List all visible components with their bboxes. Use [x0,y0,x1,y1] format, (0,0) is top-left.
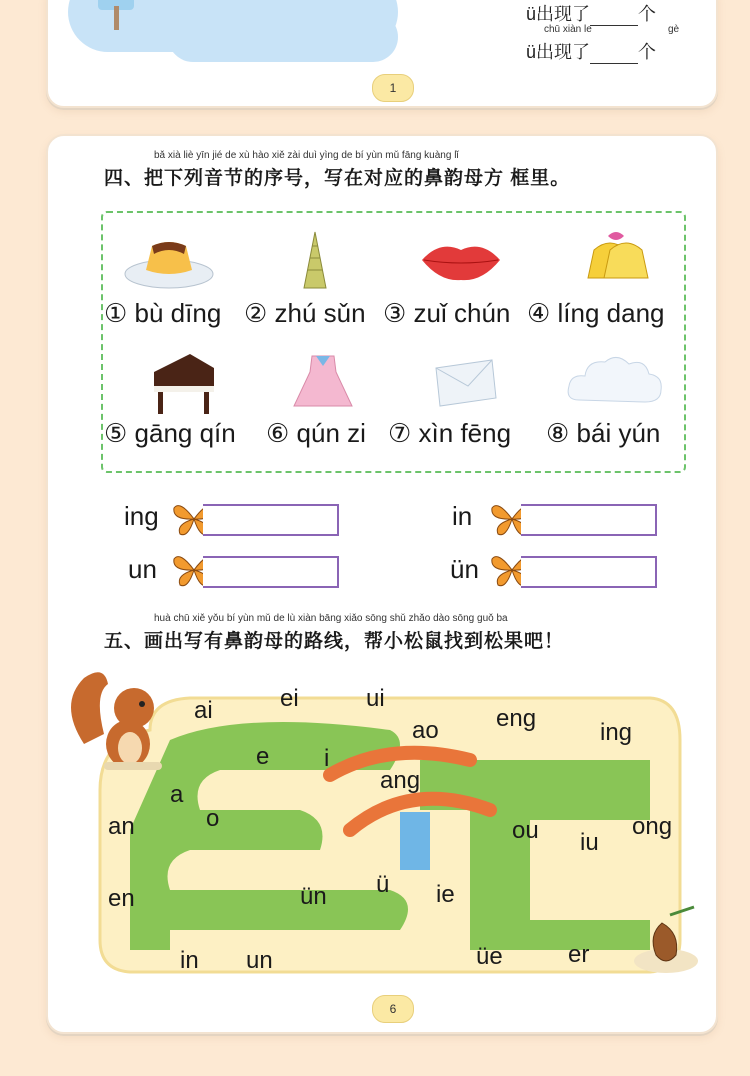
maze-word[interactable]: un [246,947,273,974]
caption-7: ⑦ xìn fēng [388,418,512,448]
top-line2-pinyin-ge: gè [668,24,680,35]
section4-heading: 四、把下列音节的序号，写在对应的鼻韵母方 框里。 [104,168,571,189]
answer-box-un[interactable] [203,556,339,588]
bamboo-shoot-icon [300,230,330,292]
answer-box-ün[interactable] [521,556,657,588]
blank-line [590,47,638,64]
top-line2-pinyin: chū xiàn le [544,24,592,35]
maze-word[interactable]: ei [280,685,299,712]
top-line2 [526,38,656,64]
answer-label-in: in [452,501,473,531]
maze-word[interactable]: en [108,885,135,912]
maze-word[interactable]: ü [376,871,390,898]
page-number-top: 1 [372,74,414,102]
top-card [46,0,718,108]
page-number: 6 [372,995,414,1023]
caption-4: ④ líng dang [527,298,665,328]
answer-box-ing[interactable] [203,504,339,536]
caption-6: ⑥ qún zi [266,418,366,448]
maze-word[interactable]: in [180,947,199,974]
maze-word[interactable]: ao [412,717,439,744]
dress-icon [290,352,356,412]
signpost-pole-icon [114,6,119,30]
maze-word[interactable]: üe [476,943,503,970]
piano-icon [150,350,220,416]
section4-pinyin: bǎ xià liè yīn jié de xù hào xiě zài duì yìng de bí yùn mǔ fāng kuàng lǐ [154,150,459,161]
maze-word[interactable]: ui [366,685,385,712]
pudding-icon [124,232,214,290]
cloud-decoration [168,12,398,62]
maze-word[interactable]: a [170,781,184,808]
answer-box-in[interactable] [521,504,657,536]
caption-2: ② zhú sǔn [244,298,366,328]
section5-heading: 五、画出写有鼻韵母的路线，帮小松鼠找到松果吧！ [104,631,565,652]
maze-word[interactable]: iu [580,829,599,856]
answer-label-ing: ing [124,501,159,531]
maze-word[interactable]: ie [436,881,455,908]
maze-word[interactable]: ing [600,719,633,746]
section5-pinyin: huà chū xiě yǒu bí yùn mǔ de lù xiàn bāng xiǎo sōng shǔ zhǎo dào sōng guǒ ba [154,613,508,624]
caption-5: ⑤ gāng qín [104,418,236,448]
maze-word[interactable]: e [256,743,270,770]
caption-1: ① bù dīng [104,298,222,328]
maze-word[interactable]: ün [300,883,327,910]
maze-word[interactable]: ong [632,813,673,840]
pinecone-icon [630,905,700,975]
top-line1 [526,0,656,26]
bell-icon [580,228,652,290]
maze-word[interactable]: i [324,745,330,772]
maze-word[interactable]: an [108,813,135,840]
caption-8: ⑧ bái yún [546,418,661,448]
top-line1-text: ü出现了 [526,4,591,24]
maze-word[interactable]: ou [512,817,539,844]
envelope-icon [430,358,500,408]
blank-line [590,9,638,26]
cloud-icon [565,352,665,410]
maze-word[interactable]: o [206,805,220,832]
top-line1-unit: 个 [638,4,657,24]
answer-label-ün: ün [450,554,479,584]
lips-icon [420,240,502,282]
answer-label-un: un [128,554,157,584]
maze-word[interactable]: eng [496,705,537,732]
maze-word[interactable]: ai [194,697,213,724]
top-line2-unit: 个 [638,42,657,62]
caption-3: ③ zuǐ chún [383,298,511,328]
top-line2-text: ü出现了 [526,42,591,62]
squirrel-icon [64,664,174,774]
maze-word[interactable]: ang [380,767,421,794]
maze-word[interactable]: er [568,941,590,968]
